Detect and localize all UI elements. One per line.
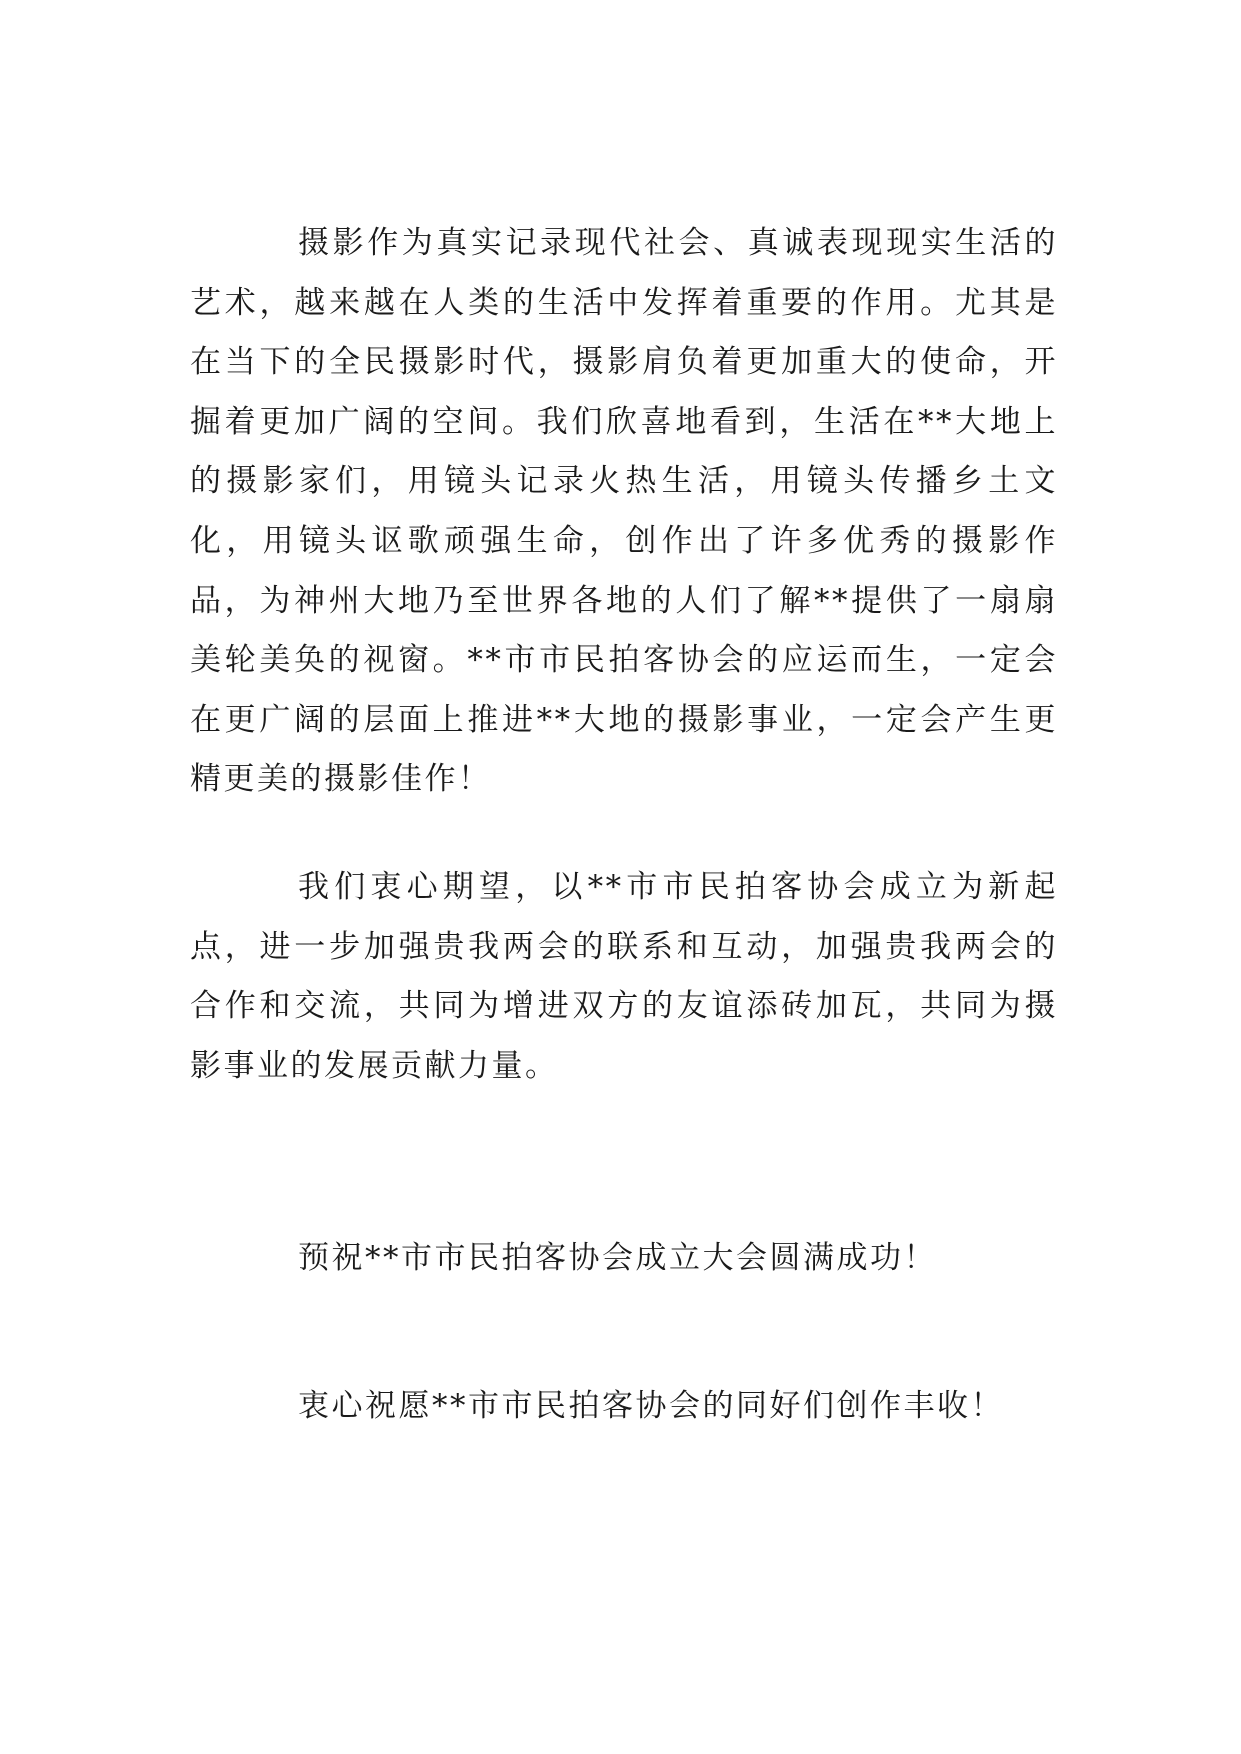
closing-wish: 预祝**市市民拍客协会成立大会圆满成功！	[298, 1240, 937, 1276]
body-paragraph: 摄影作为真实记录现代社会、真诚表现现实生活的艺术，越来越在人类的生活中发挥着重要的作用。尤其是在当下的全民摄影时代，摄影肩负着更加重大的使命，开掘着更加广阔的空间。我们欣喜地看到，生活在**大地上的摄影家们，用镜头记录火热生活，用镜头传播乡土文化，用镜头讴歌顽强生命，创作出了许多优秀的摄影作品，为神州大地乃至世界各地的人们了解**提供了一扇扇美轮美奂的视窗。**市市民拍客协会的应运而生，一定会在更广阔的层面上推进**大地的摄影事业，一定会产生更精更美的摄影佳作！	[190, 225, 1058, 798]
closing-wish: 衷心祝愿**市市民拍客协会的同好们创作丰收！	[298, 1388, 1004, 1424]
body-paragraph: 我们衷心期望，以**市市民拍客协会成立为新起点，进一步加强贵我两会的联系和互动，加强贵我两会的合作和交流，共同为增进双方的友谊添砖加瓦，共同为摄影事业的发展贡献力量。	[190, 869, 1058, 1084]
